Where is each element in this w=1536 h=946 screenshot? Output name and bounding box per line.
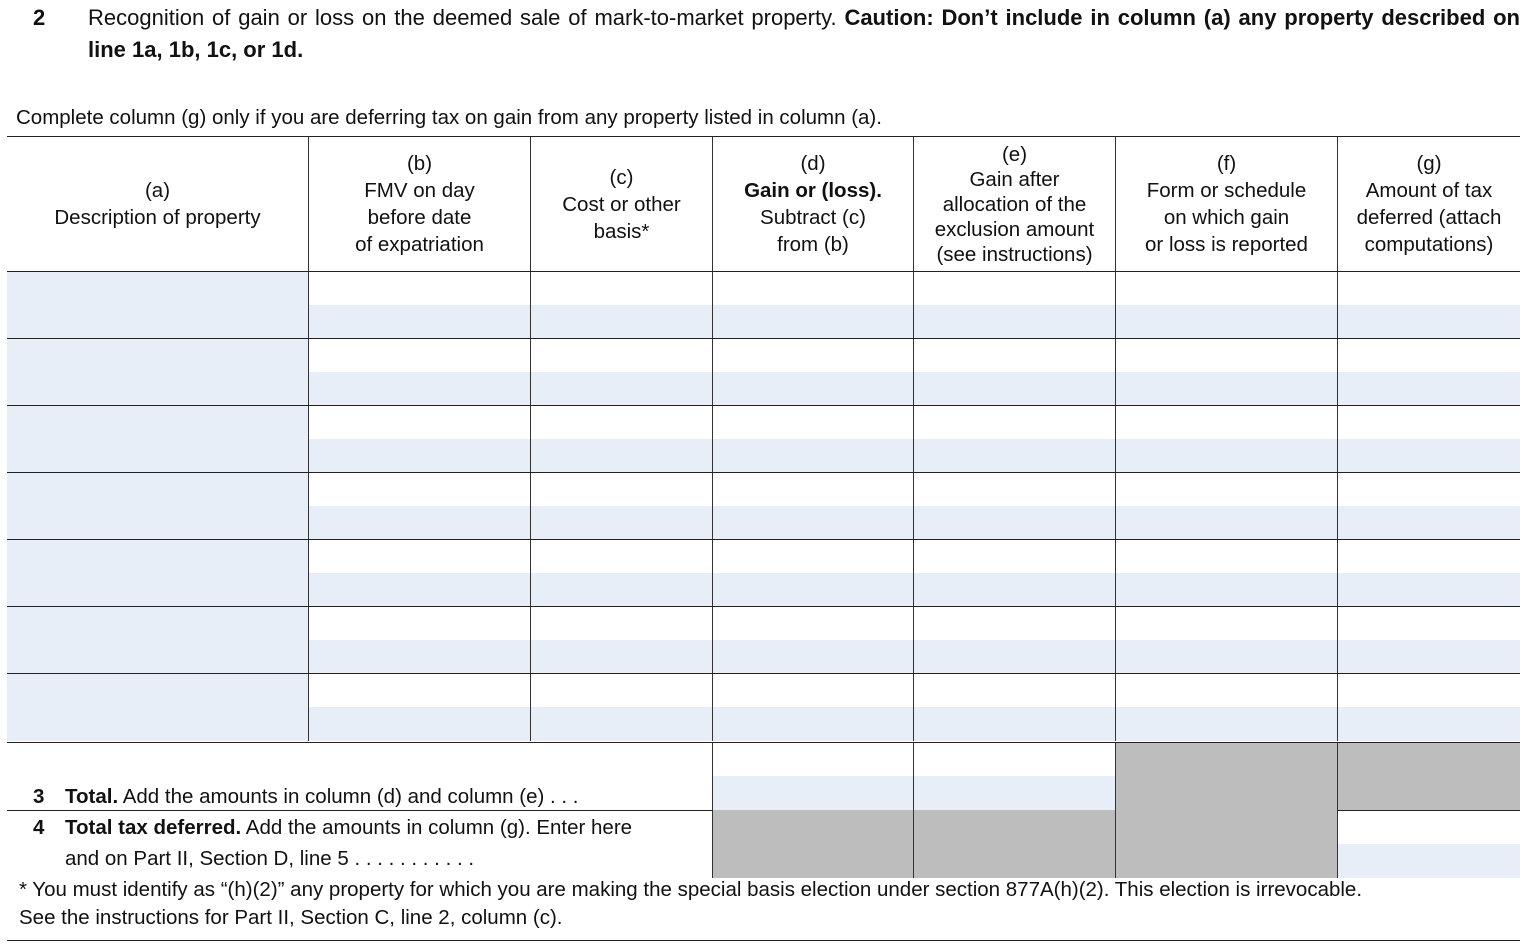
totals-section xyxy=(7,742,1520,877)
row-1-col-a-input[interactable] xyxy=(7,272,309,339)
row-4-col-f-input[interactable] xyxy=(1116,473,1338,540)
row-7-col-e-input[interactable] xyxy=(914,674,1116,741)
line-2-text: Recognition of gain or loss on the deemed sale of mark-to-market property. Caution: Don’t include in column (a) any property described on line 1a, 1b, 1c, or 1d. xyxy=(88,5,1520,62)
row-6-col-b-input[interactable] xyxy=(309,607,531,674)
table-row xyxy=(7,606,1520,673)
row-6-col-a-input[interactable] xyxy=(7,607,309,674)
row-4-col-b-input[interactable] xyxy=(309,473,531,540)
row-3-col-a-input[interactable] xyxy=(7,406,309,473)
row-4-col-d-input[interactable] xyxy=(713,473,914,540)
row-7-col-f-input[interactable] xyxy=(1116,674,1338,741)
row-1-col-d-input[interactable] xyxy=(713,272,914,339)
row-7-col-a-input[interactable] xyxy=(7,674,309,741)
header-col-g: (g) Amount of tax deferred (attach computations) xyxy=(1356,152,1502,256)
line-4-label: 4 Total tax deferred. Add the amounts in column (g). Enter here xyxy=(33,816,633,839)
property-table xyxy=(7,136,1520,876)
row-6-col-g-input[interactable] xyxy=(1338,607,1520,674)
header-col-f: (f) Form or schedule on which gain or loss is reported xyxy=(1116,137,1338,271)
row-5-col-g-input[interactable] xyxy=(1338,540,1520,607)
row-5-col-f-input[interactable] xyxy=(1116,540,1338,607)
row-2-col-f-input[interactable] xyxy=(1116,339,1338,406)
row-6-col-f-input[interactable] xyxy=(1116,607,1338,674)
table-row xyxy=(7,539,1520,606)
row-2-col-c-input[interactable] xyxy=(531,339,713,406)
row-6-col-c-input[interactable] xyxy=(531,607,713,674)
row-5-col-c-input[interactable] xyxy=(531,540,713,607)
row-3-col-e-input[interactable] xyxy=(914,406,1116,473)
table-row xyxy=(7,271,1520,338)
table-row xyxy=(7,338,1520,405)
row-5-col-e-input[interactable] xyxy=(914,540,1116,607)
row-4-col-g-input[interactable] xyxy=(1338,473,1520,540)
row-2-col-d-input[interactable] xyxy=(713,339,914,406)
row-6-col-d-input[interactable] xyxy=(713,607,914,674)
row-5-col-a-input[interactable] xyxy=(7,540,309,607)
row-2-col-e-input[interactable] xyxy=(914,339,1116,406)
line-3-col-d-input[interactable] xyxy=(713,743,914,810)
caution-text: Caution: Don’t include in column (a) any property described on line 1a, 1b, 1c, or 1d. xyxy=(88,5,1520,62)
header-col-b: (b) FMV on day before date of expatriation xyxy=(309,137,531,271)
line-4-col-g-input[interactable] xyxy=(1338,810,1520,878)
row-5-col-b-input[interactable] xyxy=(309,540,531,607)
row-3-col-d-input[interactable] xyxy=(713,406,914,473)
line-3-label: 3 Total. Add the amounts in column (d) and column (e) . . . xyxy=(33,785,579,808)
line-4-label-cont: and on Part II, Section D, line 5 . . . . . . . . . . . xyxy=(65,847,475,870)
column-g-note: Complete column (g) only if you are deferring tax on gain from any property listed in column (a). xyxy=(16,106,882,129)
row-7-col-c-input[interactable] xyxy=(531,674,713,741)
row-1-col-e-input[interactable] xyxy=(914,272,1116,339)
row-5-col-d-input[interactable] xyxy=(713,540,914,607)
row-2-col-g-input[interactable] xyxy=(1338,339,1520,406)
row-3-col-f-input[interactable] xyxy=(1116,406,1338,473)
line-4-col-e-shaded xyxy=(914,810,1116,878)
header-col-a: (a) Description of property xyxy=(7,137,309,271)
header-col-e: (e) Gain after allocation of the exclusion amount (see instructions) xyxy=(914,137,1116,271)
row-3-col-b-input[interactable] xyxy=(309,406,531,473)
line-4-col-d-shaded xyxy=(713,810,914,878)
row-1-col-b-input[interactable] xyxy=(309,272,531,339)
line-3-col-g-shaded xyxy=(1338,743,1520,810)
row-1-col-f-input[interactable] xyxy=(1116,272,1338,339)
line-3-col-f-shaded xyxy=(1116,743,1338,810)
row-6-col-e-input[interactable] xyxy=(914,607,1116,674)
header-col-c: (c) Cost or other basis* xyxy=(531,137,713,271)
line-number: 2 xyxy=(33,5,46,30)
header-col-d: (d) Gain or (loss). Subtract (c) from (b) xyxy=(713,137,914,271)
row-3-col-c-input[interactable] xyxy=(531,406,713,473)
row-4-col-c-input[interactable] xyxy=(531,473,713,540)
row-4-col-e-input[interactable] xyxy=(914,473,1116,540)
table-row xyxy=(7,472,1520,539)
row-1-col-c-input[interactable] xyxy=(531,272,713,339)
row-7-col-g-input[interactable] xyxy=(1338,674,1520,741)
line-4-col-f-shaded xyxy=(1116,810,1338,878)
row-3-col-g-input[interactable] xyxy=(1338,406,1520,473)
row-1-col-g-input[interactable] xyxy=(1338,272,1520,339)
table-row xyxy=(7,405,1520,472)
table-row xyxy=(7,673,1520,740)
row-7-col-d-input[interactable] xyxy=(713,674,914,741)
bottom-rule xyxy=(7,940,1520,941)
row-2-col-b-input[interactable] xyxy=(309,339,531,406)
row-4-col-a-input[interactable] xyxy=(7,473,309,540)
line-3-col-e-input[interactable] xyxy=(914,743,1116,810)
row-2-col-a-input[interactable] xyxy=(7,339,309,406)
line-2-instruction xyxy=(0,2,1536,72)
row-7-col-b-input[interactable] xyxy=(309,674,531,741)
